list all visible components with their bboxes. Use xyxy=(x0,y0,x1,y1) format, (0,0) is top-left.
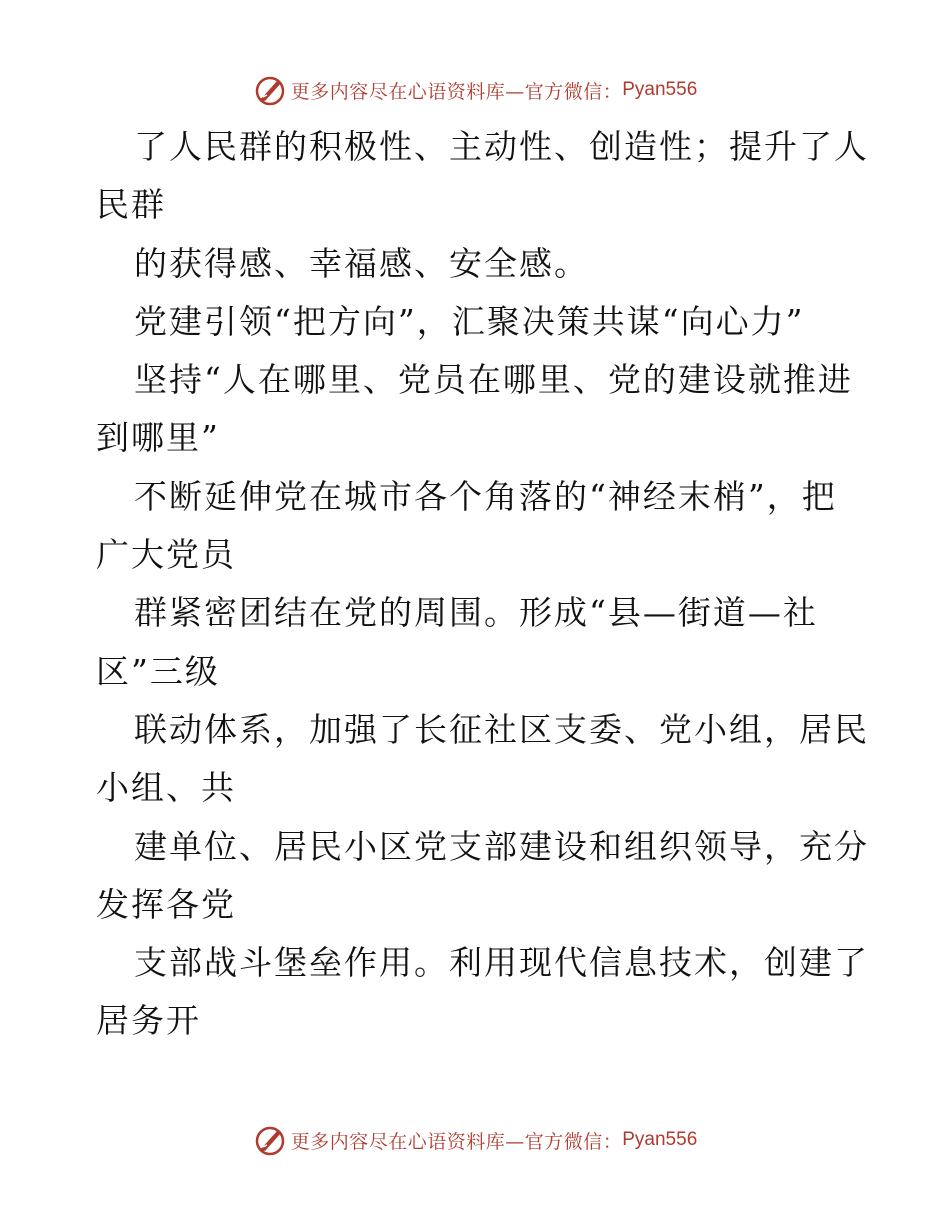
body-line: 坚持“人在哪里、党员在哪里、党的建设就推进 xyxy=(134,360,853,400)
body-line: 小组、共 xyxy=(96,768,236,808)
body-line: 广大党员 xyxy=(96,535,236,575)
body-line: 发挥各党 xyxy=(96,884,236,924)
body-line: 居务开 xyxy=(96,1001,201,1041)
body-line: 建单位、居民小区党支部建设和组织领导，充分 xyxy=(134,826,869,866)
footer-wechat-id: Pyan556 xyxy=(622,1129,698,1150)
body-line: 到哪里” xyxy=(96,418,220,458)
body-line: 了人民群的积极性、主动性、创造性；提升了人 xyxy=(134,127,869,166)
quill-pen-logo-icon xyxy=(253,73,287,107)
quill-pen-logo-icon xyxy=(253,1123,287,1157)
body-line: 群紧密团结在党的周围。形成“县—街道—社 xyxy=(134,593,818,633)
document-body xyxy=(96,118,869,1051)
body-line: 联动体系，加强了长征社区支委、党小组，居民 xyxy=(134,709,869,749)
footer-watermark-banner xyxy=(0,1120,950,1160)
body-line: 区”三级 xyxy=(96,651,220,691)
body-line: 不断延伸党在城市各个角落的“神经末梢”，把 xyxy=(134,476,837,516)
header-watermark-banner xyxy=(0,70,950,110)
body-line: 支部战斗堡垒作用。利用现代信息技术，创建了 xyxy=(134,943,869,983)
body-line: 民群 xyxy=(96,185,166,225)
body-line: 的获得感、幸福感、安全感。 xyxy=(134,243,589,283)
header-wechat-id: Pyan556 xyxy=(622,79,698,100)
header-banner-text: 更多内容尽在心语资料库—官方微信： xyxy=(290,80,623,103)
body-line: 党建引领“把方向”，汇聚决策共谋“向心力” xyxy=(134,301,805,341)
footer-banner-text: 更多内容尽在心语资料库—官方微信： xyxy=(290,1130,623,1153)
